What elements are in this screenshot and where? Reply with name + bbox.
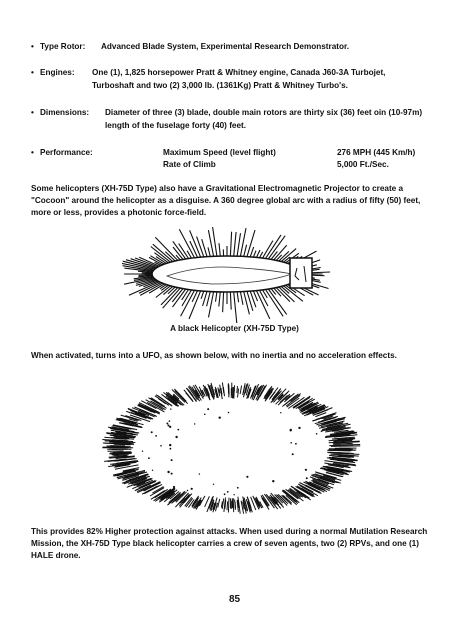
perf-climb-value: 5,000 Ft./Sec. <box>337 160 389 169</box>
spec-performance-label: Performance: <box>40 148 93 157</box>
spec-rotor-label: Type Rotor: <box>40 42 86 51</box>
spec-dimensions-line1: Diameter of three (3) blade, double main rotors are thirty six (36) feet oin (10-97m) <box>105 108 423 117</box>
spec-dimensions-label: Dimensions: <box>40 108 90 117</box>
spec-engines-label: Engines: <box>40 68 75 77</box>
spec-engines-line2: Turboshaft and two (2) 3,000 lb. (1361Kg) Pratt & Whitney Turbo's. <box>92 81 348 90</box>
ufo-cocoon-illustration <box>96 378 366 518</box>
bullet: • <box>31 148 34 157</box>
paragraph-cocoon: Some helicopters (XH-75D Type) also have a Gravitational Electromagnetic Projector to create a "Cocoon" around the helicopter as a disguise. A 360 degree global arc with a radius of fifty (50) feet, more or less, provides a photonic force-field. <box>31 184 421 217</box>
perf-climb-label: Rate of Climb <box>163 160 216 169</box>
paragraph-ufo: When activated, turns into a UFO, as shown below, with no inertia and no acceleration effects. <box>31 351 397 360</box>
page-number: 85 <box>228 594 241 605</box>
figure-caption: A black Helicopter (XH-75D Type) <box>170 324 299 333</box>
bullet: • <box>31 68 34 77</box>
ufo-speckles <box>142 408 323 495</box>
helicopter-cockpit <box>290 258 312 288</box>
perf-speed-value: 276 MPH (445 Km/h) <box>337 148 416 157</box>
helicopter-cocoon-illustration <box>122 224 342 324</box>
ufo-fuzzy-ring <box>102 382 360 513</box>
paragraph-protection: This provides 82% Higher protection against attacks. When used during a normal Mutilation Research Mission, the XH-75D Type black helicopter carries a crew of seven agents, two (2) RPVs, and one (1) HALE drone. <box>31 527 428 560</box>
perf-speed-label: Maximum Speed (level flight) <box>163 148 276 157</box>
spec-rotor-value: Advanced Blade System, Experimental Research Demonstrator. <box>101 42 349 51</box>
spec-dimensions-line2: length of the fuselage forty (40) feet. <box>105 121 247 130</box>
spec-engines-line1: One (1), 1,825 horsepower Pratt & Whitney engine, Canada J60-3A Turbojet, <box>92 68 386 77</box>
bullet: • <box>31 108 34 117</box>
bullet: • <box>31 42 34 51</box>
